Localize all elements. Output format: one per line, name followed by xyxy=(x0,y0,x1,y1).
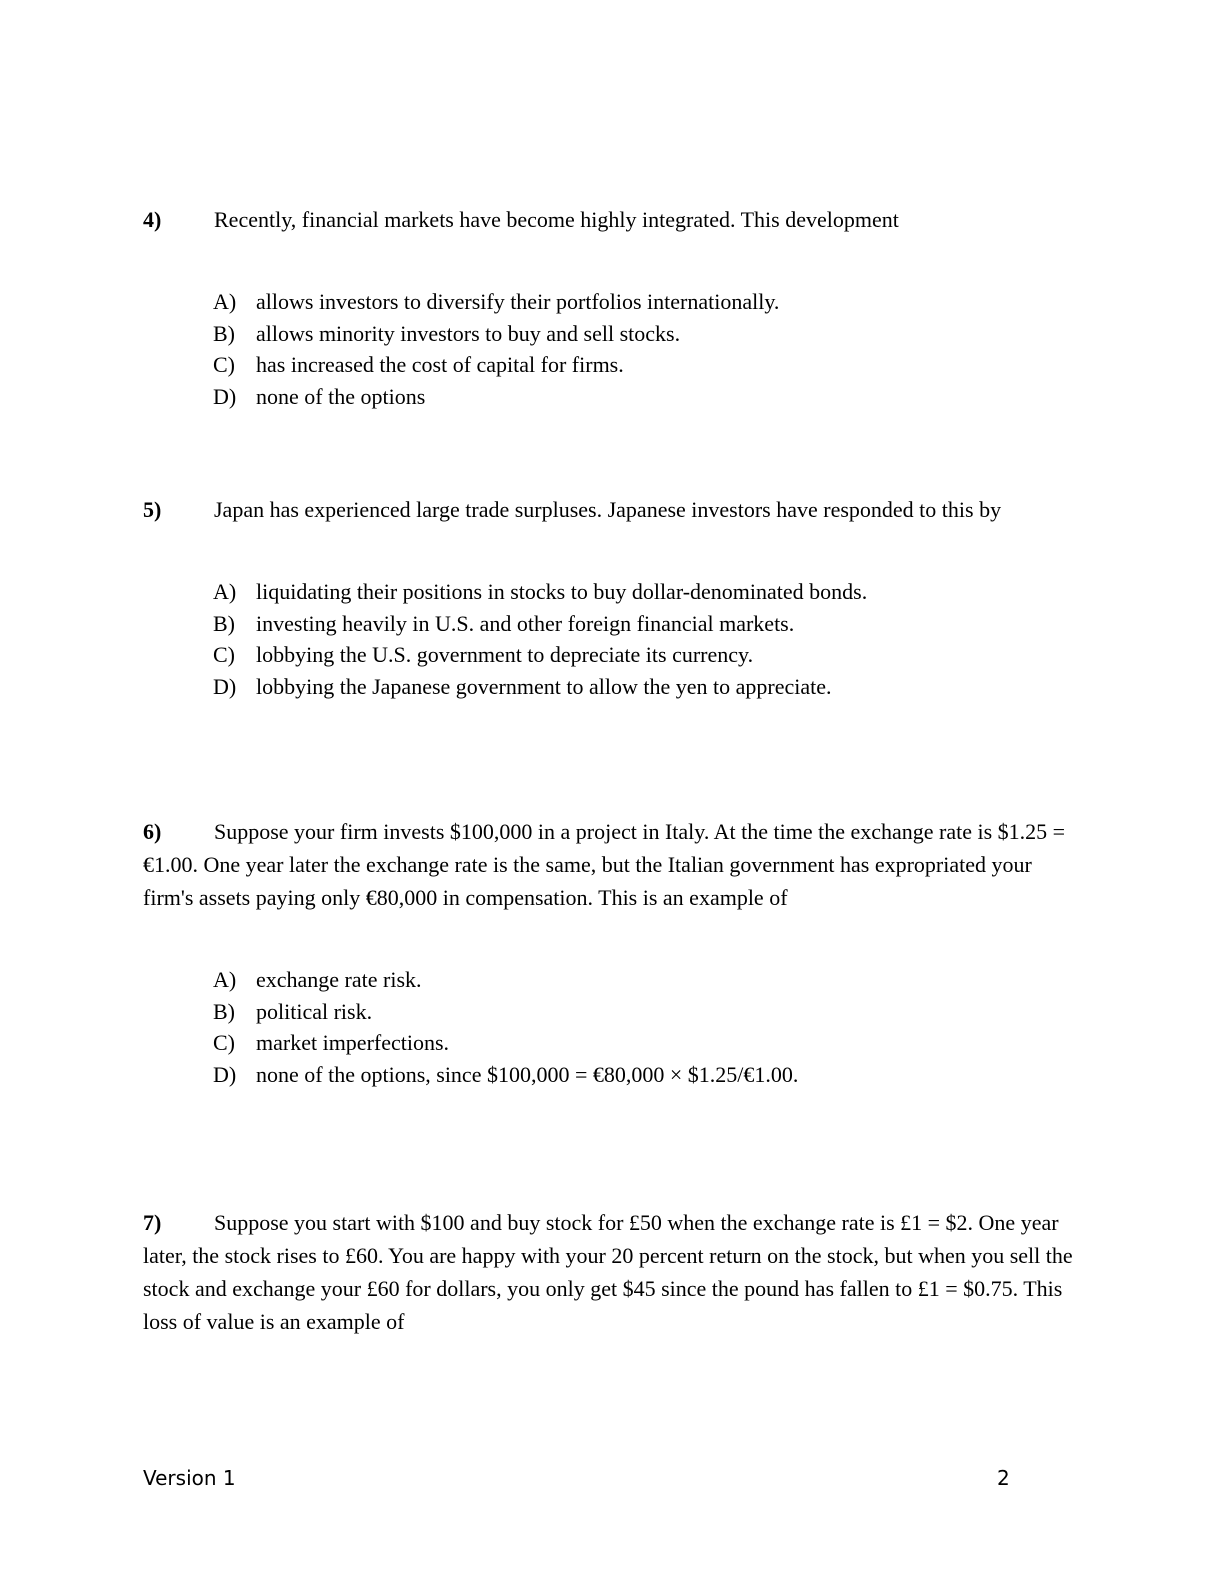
choice-text: lobbying the Japanese government to allow the yen to appreciate. xyxy=(256,673,832,699)
choice-text: market imperfections. xyxy=(256,1030,450,1055)
choice-d xyxy=(213,1059,1073,1091)
question-5 xyxy=(143,493,1073,526)
choice-text: political risk. xyxy=(256,998,373,1024)
choice-letter: B) xyxy=(213,610,235,636)
question-stem: Recently, financial markets have become highly integrated. This development xyxy=(214,207,899,232)
choice-letter: C) xyxy=(213,352,235,377)
question-number: 5) xyxy=(143,497,162,522)
choice-text: lobbying the U.S. government to depreciate its currency. xyxy=(256,642,754,667)
choice-text: none of the options xyxy=(256,383,426,409)
choice-c xyxy=(213,349,1073,381)
question-stem: Suppose you start with $100 and buy stock for £50 when the exchange rate is £1 = $2. One year later, the stock rises to £60. You are happy with your 20 percent return on the stock, but when you sell the stock and exchange your £60 for dollars, you only get $45 since the pound has fallen to £1 = $0.75. This loss of value is an example of xyxy=(143,1210,1073,1334)
answer-choices-5 xyxy=(213,576,1073,702)
question-7 xyxy=(143,1206,1073,1338)
footer-page-number: 2 xyxy=(997,1466,1010,1490)
question-stem: Suppose your firm invests $100,000 in a project in Italy. At the time the exchange rate is $1.25 = €1.00. One year later the exchange rate is the same, but the Italian government has expropriated your firm's assets paying only €80,000 in compensation. This is an example of xyxy=(143,819,1066,910)
choice-a xyxy=(213,286,1073,318)
question-number: 7) xyxy=(143,1210,162,1235)
choice-letter: B) xyxy=(213,998,235,1024)
choice-text: allows minority investors to buy and sell stocks. xyxy=(256,320,681,346)
question-stem: Japan has experienced large trade surpluses. Japanese investors have responded to this by xyxy=(214,497,1002,522)
choice-a xyxy=(213,964,1073,996)
choice-letter: A) xyxy=(213,579,237,604)
question-4 xyxy=(143,203,1073,236)
footer-version: Version 1 xyxy=(143,1466,236,1490)
question-6 xyxy=(143,815,1073,914)
choice-letter: C) xyxy=(213,1030,235,1055)
choice-letter: D) xyxy=(213,383,237,409)
choice-letter: A) xyxy=(213,967,237,992)
choice-c xyxy=(213,1027,1073,1059)
choice-letter: B) xyxy=(213,320,235,346)
answer-choices-4 xyxy=(213,286,1073,412)
choice-text: has increased the cost of capital for firms. xyxy=(256,352,624,377)
choice-letter: D) xyxy=(213,673,237,699)
choice-letter: C) xyxy=(213,642,235,667)
choice-text: exchange rate risk. xyxy=(256,967,422,992)
choice-c xyxy=(213,639,1073,671)
choice-b xyxy=(213,318,1073,350)
choice-d xyxy=(213,671,1073,703)
choice-letter: A) xyxy=(213,289,237,314)
answer-choices-6 xyxy=(213,964,1073,1090)
question-number: 6) xyxy=(143,819,162,844)
choice-letter: D) xyxy=(213,1061,237,1087)
choice-d xyxy=(213,381,1073,413)
choice-b xyxy=(213,996,1073,1028)
choice-text: liquidating their positions in stocks to buy dollar-denominated bonds. xyxy=(256,579,868,604)
choice-text: allows investors to diversify their portfolios internationally. xyxy=(256,289,780,314)
question-number: 4) xyxy=(143,207,162,232)
choice-text: none of the options, since $100,000 = €80,000 × $1.25/€1.00. xyxy=(256,1061,799,1087)
choice-b xyxy=(213,608,1073,640)
choice-a xyxy=(213,576,1073,608)
choice-text: investing heavily in U.S. and other foreign financial markets. xyxy=(256,610,795,636)
